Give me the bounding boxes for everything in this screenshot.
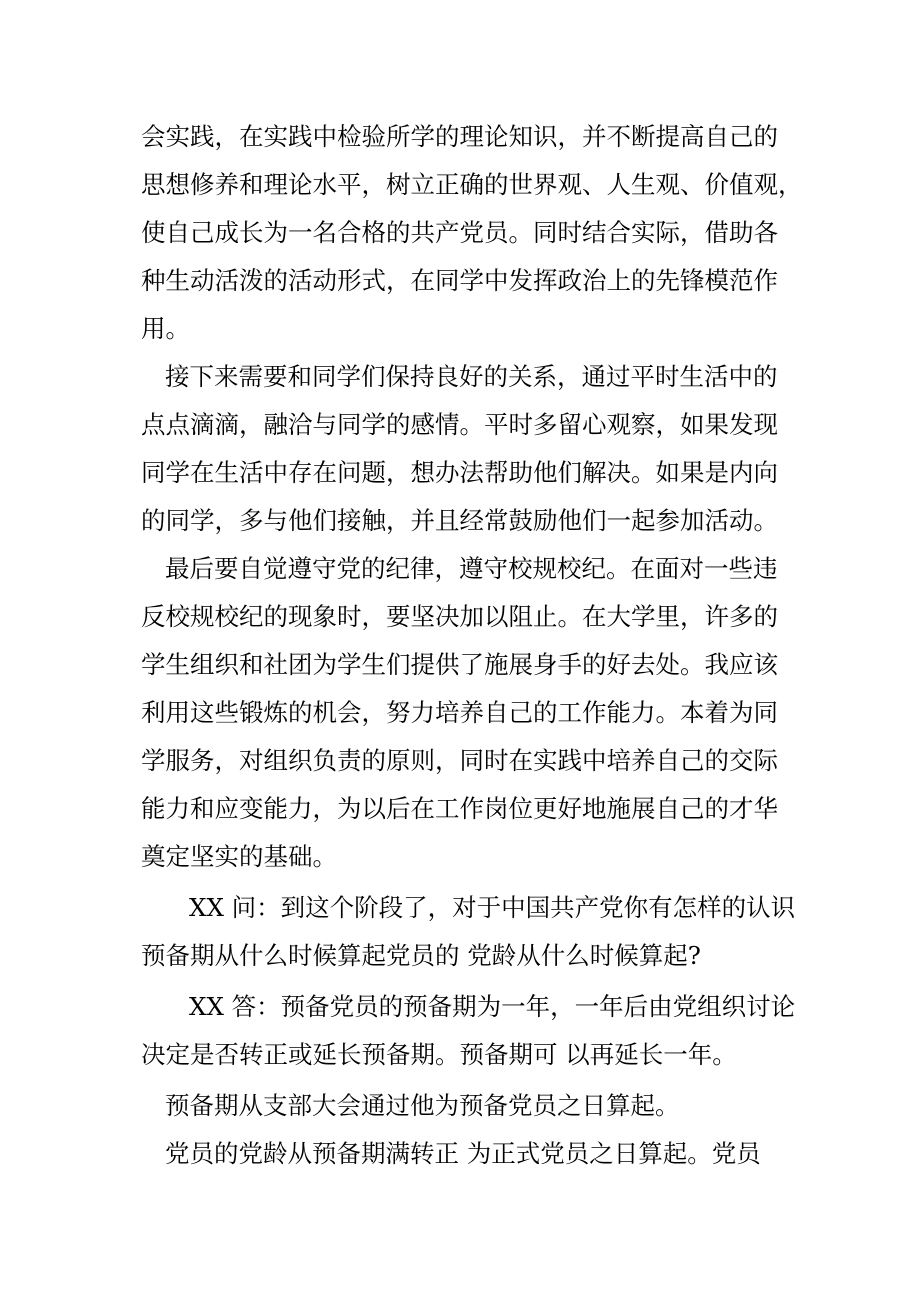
question-line: XX 问：到这个阶段了，对于中国共产党你有怎样的认识: [189, 893, 796, 922]
text-line: 预备期从支部大会通过他为预备党员之日算起。: [165, 1091, 680, 1120]
text-line: 反校规校纪的现象时，要坚决加以阻止。在大学里，许多的: [141, 602, 778, 631]
text-line: 学生组织和社团为学生们提供了施展身手的好去处。我应该: [141, 650, 778, 679]
text-line: 的同学，多与他们接触，并且经常鼓励他们一起参加活动。: [141, 506, 778, 535]
text-line: 会实践，在实践中检验所学的理论知识，并不断提高自己的: [141, 122, 778, 151]
text-line: 用。: [141, 314, 190, 343]
text-line: 奠定坚实的基础。: [141, 842, 337, 871]
text-line: 同学在生活中存在问题，想办法帮助他们解决。如果是内向: [141, 458, 778, 487]
text-line: 使自己成长为一名合格的共产党员。同时结合实际，借助各: [141, 218, 778, 247]
text-line: 思想修养和理论水平，树立正确的世界观、人生观、价值观，: [141, 170, 803, 199]
text-line: 学服务，对组织负责的原则，同时在实践中培养自己的交际: [141, 746, 778, 775]
text-line: 利用这些锻炼的机会，努力培养自己的工作能力。本着为同: [141, 698, 778, 727]
text-line: 接下来需要和同学们保持良好的关系，通过平时生活中的: [165, 362, 778, 391]
text-line: 决定是否转正或延长预备期。预备期可 以再延长一年。: [141, 1040, 737, 1069]
text-line: 党员的党龄从预备期满转正 为正式党员之日算起。党员: [165, 1139, 761, 1168]
text-line: 最后要自觉遵守党的纪律，遵守校规校纪。在面对一些违: [165, 554, 778, 583]
text-line: 预备期从什么时候算起党员的 党龄从什么时候算起?: [141, 941, 701, 970]
text-line: 能力和应变能力，为以后在工作岗位更好地施展自己的才华: [141, 794, 778, 823]
answer-line: XX 答：预备党员的预备期为一年，一年后由党组织讨论: [189, 992, 796, 1021]
text-line: 种生动活泼的活动形式，在同学中发挥政治上的先锋模范作: [141, 266, 778, 295]
text-line: 点点滴滴，融洽与同学的感情。平时多留心观察，如果发现: [141, 410, 778, 439]
